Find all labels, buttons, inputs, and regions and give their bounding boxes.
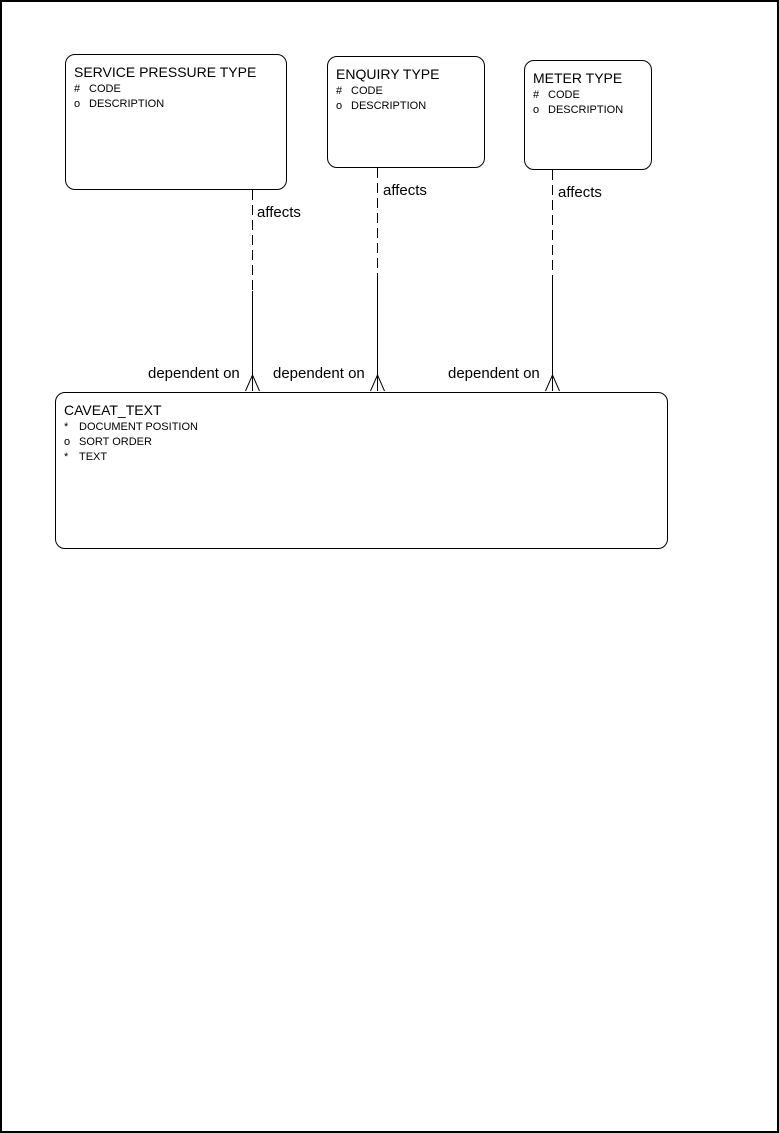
attribute-optionality-tag: * bbox=[64, 451, 69, 463]
entity-box-enquiry-type bbox=[327, 56, 485, 168]
crows-foot-icon bbox=[546, 375, 560, 391]
relationship-label-dependent-on: dependent on bbox=[148, 365, 240, 382]
attribute-name: DESCRIPTION bbox=[548, 104, 624, 116]
relationship-label-affects: affects bbox=[383, 182, 427, 199]
attribute-optionality-tag: o bbox=[74, 98, 81, 110]
relationship-label-affects: affects bbox=[558, 184, 602, 201]
attribute-optionality-tag: # bbox=[74, 83, 81, 95]
entity-title: METER TYPE bbox=[533, 70, 623, 86]
entity-title: SERVICE PRESSURE TYPE bbox=[74, 64, 257, 80]
entity-title: ENQUIRY TYPE bbox=[336, 66, 440, 82]
attribute-name: DESCRIPTION bbox=[351, 100, 427, 112]
relationship-label-dependent-on: dependent on bbox=[273, 365, 365, 382]
attribute-row bbox=[64, 420, 667, 435]
relationship-line-enquiry-type-caveat-text bbox=[371, 168, 385, 391]
entity-title: CAVEAT_TEXT bbox=[64, 402, 162, 418]
entity-box-service-pressure-type bbox=[65, 54, 287, 190]
attribute-row bbox=[64, 450, 667, 465]
attribute-name: CODE bbox=[89, 83, 121, 95]
attribute-name: DESCRIPTION bbox=[89, 98, 165, 110]
attribute-optionality-tag: # bbox=[533, 89, 540, 101]
attribute-optionality-tag: o bbox=[64, 436, 71, 448]
attribute-row bbox=[533, 103, 651, 118]
entity-box-meter-type bbox=[524, 60, 652, 170]
attribute-row bbox=[74, 97, 286, 112]
attribute-name: SORT ORDER bbox=[79, 436, 152, 448]
relationship-line-meter-type-caveat-text bbox=[546, 170, 560, 391]
attribute-optionality-tag: # bbox=[336, 85, 343, 97]
attribute-optionality-tag: o bbox=[336, 100, 343, 112]
attribute-row bbox=[336, 99, 484, 114]
relationship-label-affects: affects bbox=[257, 204, 301, 221]
attribute-name: CODE bbox=[351, 85, 383, 97]
crows-foot-icon bbox=[246, 375, 260, 391]
attribute-row bbox=[336, 84, 484, 99]
attribute-row bbox=[74, 82, 286, 97]
attribute-optionality-tag: o bbox=[533, 104, 540, 116]
attribute-name: TEXT bbox=[79, 451, 108, 463]
attribute-row bbox=[64, 435, 667, 450]
attribute-optionality-tag: * bbox=[64, 421, 69, 433]
attribute-name: CODE bbox=[548, 89, 580, 101]
crows-foot-icon bbox=[371, 375, 385, 391]
entity-box-caveat-text bbox=[55, 392, 668, 549]
attribute-name: DOCUMENT POSITION bbox=[79, 421, 198, 433]
relationship-label-dependent-on: dependent on bbox=[448, 365, 540, 382]
attribute-row bbox=[533, 88, 651, 103]
